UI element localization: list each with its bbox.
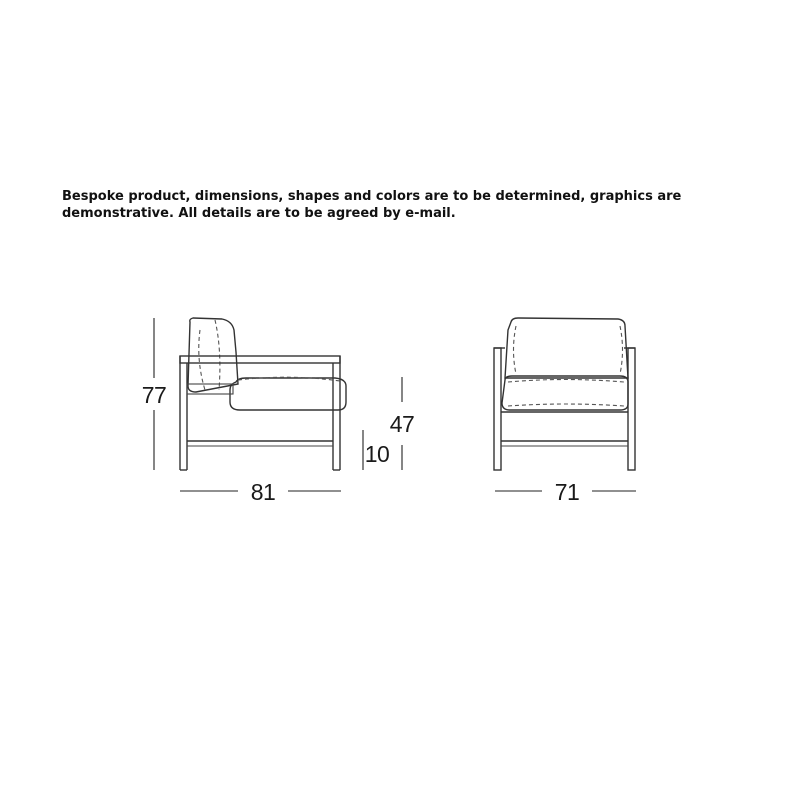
disclaimer-line-2: demonstrative. All details are to be agreed by e-mail. xyxy=(62,206,456,221)
front-left-arm xyxy=(494,348,501,470)
side-arm-frame xyxy=(180,356,340,363)
seat-height-label: 47 xyxy=(389,411,415,437)
side-back-cushion-seam-2 xyxy=(199,330,205,390)
front-width-label: 71 xyxy=(554,479,580,505)
side-back-cushion-seam xyxy=(215,320,220,390)
front-view xyxy=(494,318,636,505)
leg-height-label: 10 xyxy=(364,441,390,467)
side-height-label: 77 xyxy=(141,382,167,408)
side-view xyxy=(142,318,415,505)
front-back-cushion xyxy=(505,318,628,378)
disclaimer-line-1: Bespoke product, dimensions, shapes and colors are to be determined, graphics are xyxy=(62,189,682,204)
front-seat-seam-bottom xyxy=(508,404,624,406)
front-right-arm xyxy=(628,348,635,470)
front-seat-seam xyxy=(508,380,624,383)
side-back-cushion xyxy=(188,318,238,392)
side-seat-cushion xyxy=(230,378,346,410)
front-back-cushion-seam-right xyxy=(620,326,623,374)
side-width-label: 81 xyxy=(250,479,276,505)
front-back-cushion-seam-left xyxy=(514,326,517,374)
